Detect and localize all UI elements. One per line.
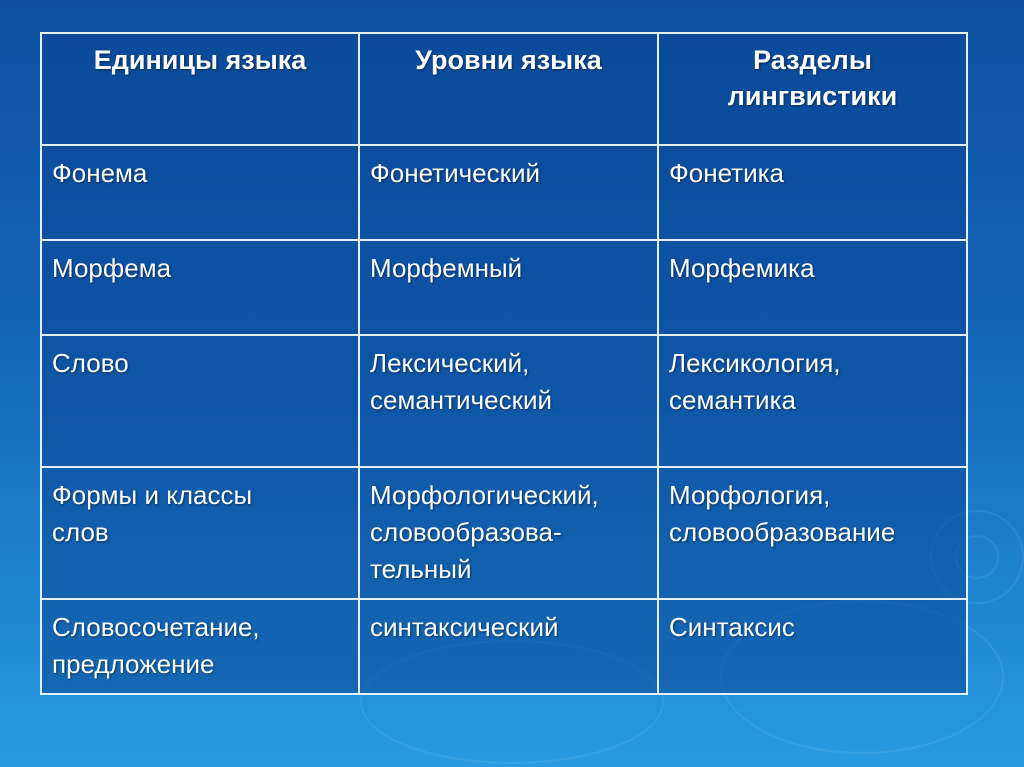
cell-level <box>359 335 658 467</box>
cell-level <box>359 467 658 599</box>
cell-section <box>658 335 967 467</box>
cell-text: предложение <box>52 649 215 679</box>
cell-text: Синтаксис <box>669 612 795 642</box>
header-sections-line-1: Разделы <box>753 45 872 75</box>
cell-section <box>658 599 967 694</box>
cell-text: Морфология, <box>669 480 831 510</box>
cell-text: Формы и классы <box>52 480 253 510</box>
cell-text: Морфема <box>52 253 172 283</box>
header-levels-line: Уровни языка <box>415 45 602 75</box>
cell-section <box>658 240 967 335</box>
cell-unit <box>41 335 359 467</box>
cell-level <box>359 599 658 694</box>
cell-text: Фонема <box>52 158 148 188</box>
cell-text: Лексический, <box>370 348 530 378</box>
cell-text: семантика <box>669 385 796 415</box>
cell-section <box>658 145 967 240</box>
cell-section <box>658 467 967 599</box>
header-levels <box>359 33 658 145</box>
cell-text: словообразование <box>669 517 896 547</box>
table-row <box>41 240 967 335</box>
cell-unit <box>41 467 359 599</box>
cell-text: Морфемный <box>370 253 523 283</box>
table-row <box>41 599 967 694</box>
table-row <box>41 335 967 467</box>
header-sections-line-2: лингвистики <box>727 81 898 111</box>
language-levels-table <box>40 32 968 695</box>
table-row <box>41 467 967 599</box>
cell-text: словообразова- <box>370 517 562 547</box>
header-sections <box>658 33 967 145</box>
cell-text: тельный <box>370 554 472 584</box>
cell-unit <box>41 240 359 335</box>
table-header-row <box>41 33 967 145</box>
cell-unit <box>41 145 359 240</box>
cell-text: Лексикология, <box>669 348 841 378</box>
cell-text: слов <box>52 517 109 547</box>
cell-text: Словосочетание, <box>52 612 260 642</box>
table-row <box>41 145 967 240</box>
cell-unit <box>41 599 359 694</box>
cell-text: Фонетический <box>370 158 541 188</box>
header-units <box>41 33 359 145</box>
cell-text: Морфологический, <box>370 480 599 510</box>
cell-level <box>359 145 658 240</box>
cell-text: синтаксический <box>370 612 559 642</box>
cell-text: семантический <box>370 385 553 415</box>
header-units-line: Единицы языка <box>93 45 307 75</box>
cell-level <box>359 240 658 335</box>
cell-text: Слово <box>52 348 129 378</box>
cell-text: Морфемика <box>669 253 815 283</box>
cell-text: Фонетика <box>669 158 785 188</box>
